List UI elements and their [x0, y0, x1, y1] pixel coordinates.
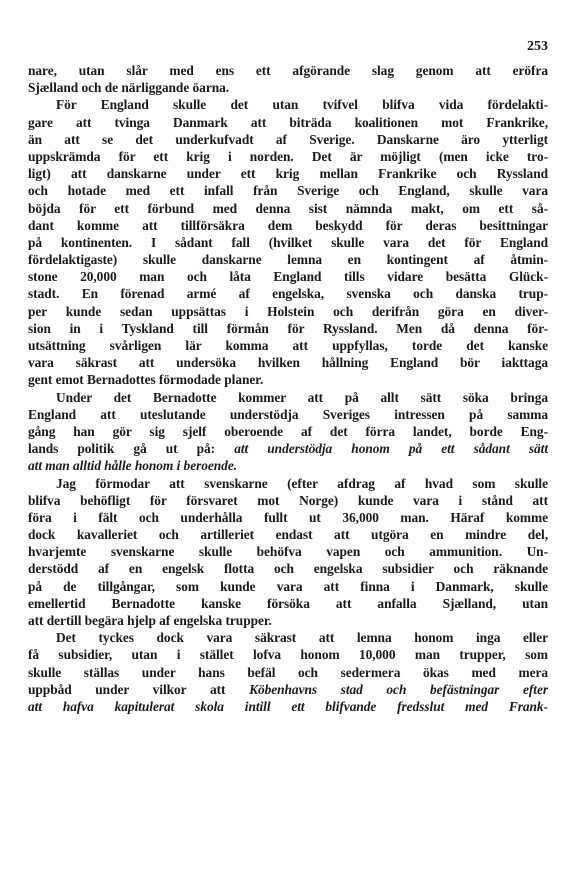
text-line: [28, 114, 548, 131]
text-run: skulle ställas under hans befäl och sedermera ökas med mera: [28, 664, 548, 680]
text-run: emellertid Bernadotte kanske försöka att anfalla Sjælland, utan: [28, 595, 548, 611]
italic-text: att hafva kapitulerat skola intill ett blifvande fredsslut med Frank-: [28, 698, 548, 714]
text-line: [28, 595, 548, 612]
text-line: [28, 165, 548, 182]
text-run: dock kavalleriet och artilleriet endast att utgöra en mindre del,: [28, 527, 548, 543]
text-run: gång han gör sig sjelf oberoende af det förra landet, borde Eng-: [28, 423, 548, 439]
text-line: [28, 320, 548, 337]
text-line: [28, 698, 548, 715]
text-line: [28, 440, 548, 457]
text-line: [28, 131, 548, 148]
text-line: [28, 629, 548, 646]
text-line: [28, 148, 548, 165]
text-run: Sjælland och de närliggande öarna.: [28, 80, 230, 96]
text-run: utsättning svårligen lär komma att uppfyllas, torde det kanske: [28, 338, 548, 353]
text-line: [28, 578, 548, 595]
text-run: lands politik gå ut på:: [28, 441, 235, 457]
text-line: [28, 612, 548, 629]
text-line: [28, 217, 548, 234]
text-run: hvarjemte svenskarne skulle behöfva vapen och ammunition. Un-: [28, 544, 548, 560]
text-line: [28, 457, 548, 474]
text-run: stone 20,000 man och låta England tills vidare besätta Glück-: [28, 269, 548, 285]
text-run: än att se det underkufvadt af Sverige. Danskarne äro ytterligt: [28, 131, 548, 147]
text-run: blifva behöfligt för försvaret mot Norge) kunde vara i stånd att: [28, 492, 548, 508]
text-run: sion in i Tyskland till förmån för Ryssland. Men då denna för-: [28, 320, 548, 336]
text-run: dant komme att tillförsäkra dem beskydd för deras besittningar: [28, 217, 548, 233]
text-line: [28, 492, 548, 509]
text-line: [28, 509, 548, 526]
text-run: per kunde sedan uppsättas i Holstein och derifrån göra en diver-: [28, 303, 548, 319]
body-text: [28, 62, 548, 715]
book-page: [28, 38, 548, 715]
text-line: [28, 182, 548, 199]
text-line: [28, 406, 548, 423]
text-line: [28, 664, 548, 681]
text-line: [28, 475, 548, 492]
text-run: derstödd af en engelsk flotta och engelska subsidier och räknande: [28, 561, 548, 577]
text-line: [28, 389, 548, 406]
text-line: [28, 200, 548, 217]
text-run: gare att tvinga Danmark att biträda koalitionen mot Frankrike,: [28, 114, 548, 130]
text-run: nare, utan slår med ens ett afgörande slag genom att eröfra: [28, 63, 548, 78]
italic-text: Köbenhavns stad och befästningar efter: [249, 681, 548, 697]
text-line: [28, 543, 548, 560]
text-line: [28, 423, 548, 440]
text-run: Det tyckes dock vara säkrast att lemna honom inga eller: [56, 630, 548, 646]
text-line: [28, 526, 548, 543]
text-run: och hotade med ett infall från Sverige och England, skulle vara: [28, 183, 548, 199]
text-run: böjda för ett förbund med denna sist nämnda makt, om ett så-: [28, 200, 548, 216]
text-line: [28, 251, 548, 268]
text-line: [28, 337, 548, 354]
text-run: fördelaktigaste) skulle danskarne lemna en kontingent af åtmin-: [28, 252, 548, 268]
text-run: Under det Bernadotte kommer att på allt sätt söka bringa: [56, 389, 548, 405]
text-run: För England skulle det utan tvifvel blifva vida fördelakti-: [56, 97, 548, 113]
text-run: uppbåd under vilkor att: [28, 681, 250, 697]
text-run: på de tillgångar, som kunde vara att finna i Danmark, skulle: [28, 578, 548, 594]
text-run: vara säkrast att undersöka hvilken hållning England bör iakttaga: [28, 355, 548, 371]
text-run: Jag förmodar att svenskarne (efter afdrag af hvad som skulle: [56, 475, 548, 491]
text-line: [28, 303, 548, 320]
text-run: att dertill begära hjelp af engelska trupper.: [28, 613, 272, 628]
text-run: uppskrämda för ett krig i norden. Det är möjligt (men icke tro-: [28, 148, 548, 164]
text-run: föra i fält och underhålla fullt ut 36,000 man. Häraf komme: [28, 509, 548, 525]
italic-text: att understödja honom på ett sådant sätt: [234, 441, 548, 457]
text-run: ligt) att danskarne under ett krig mellan Frankrike och Ryssland: [28, 166, 548, 182]
text-line: [28, 646, 548, 663]
italic-text: att man alltid hålle honom i beroende.: [28, 458, 238, 474]
text-line: [28, 354, 548, 371]
text-run: England att uteslutande understödja Sveriges intressen på samma: [28, 406, 548, 422]
text-run: på kontinenten. I sådant fall (hvilket skulle vara det för England: [28, 234, 548, 250]
text-line: [28, 62, 548, 79]
text-line: [28, 371, 548, 388]
text-run: få subsidier, utan i stället lofva honom 10,000 man trupper, som: [28, 647, 548, 663]
text-line: [28, 560, 548, 577]
text-line: [28, 285, 548, 302]
text-run: gent emot Bernadottes förmodade planer.: [28, 372, 264, 388]
text-line: [28, 96, 548, 113]
page-number: 253: [527, 39, 548, 54]
text-line: [28, 681, 548, 698]
text-run: stadt. En förenad armé af engelska, svenska och danska trup-: [28, 286, 548, 302]
text-line: [28, 79, 548, 96]
text-line: [28, 234, 548, 251]
text-line: [28, 268, 548, 285]
